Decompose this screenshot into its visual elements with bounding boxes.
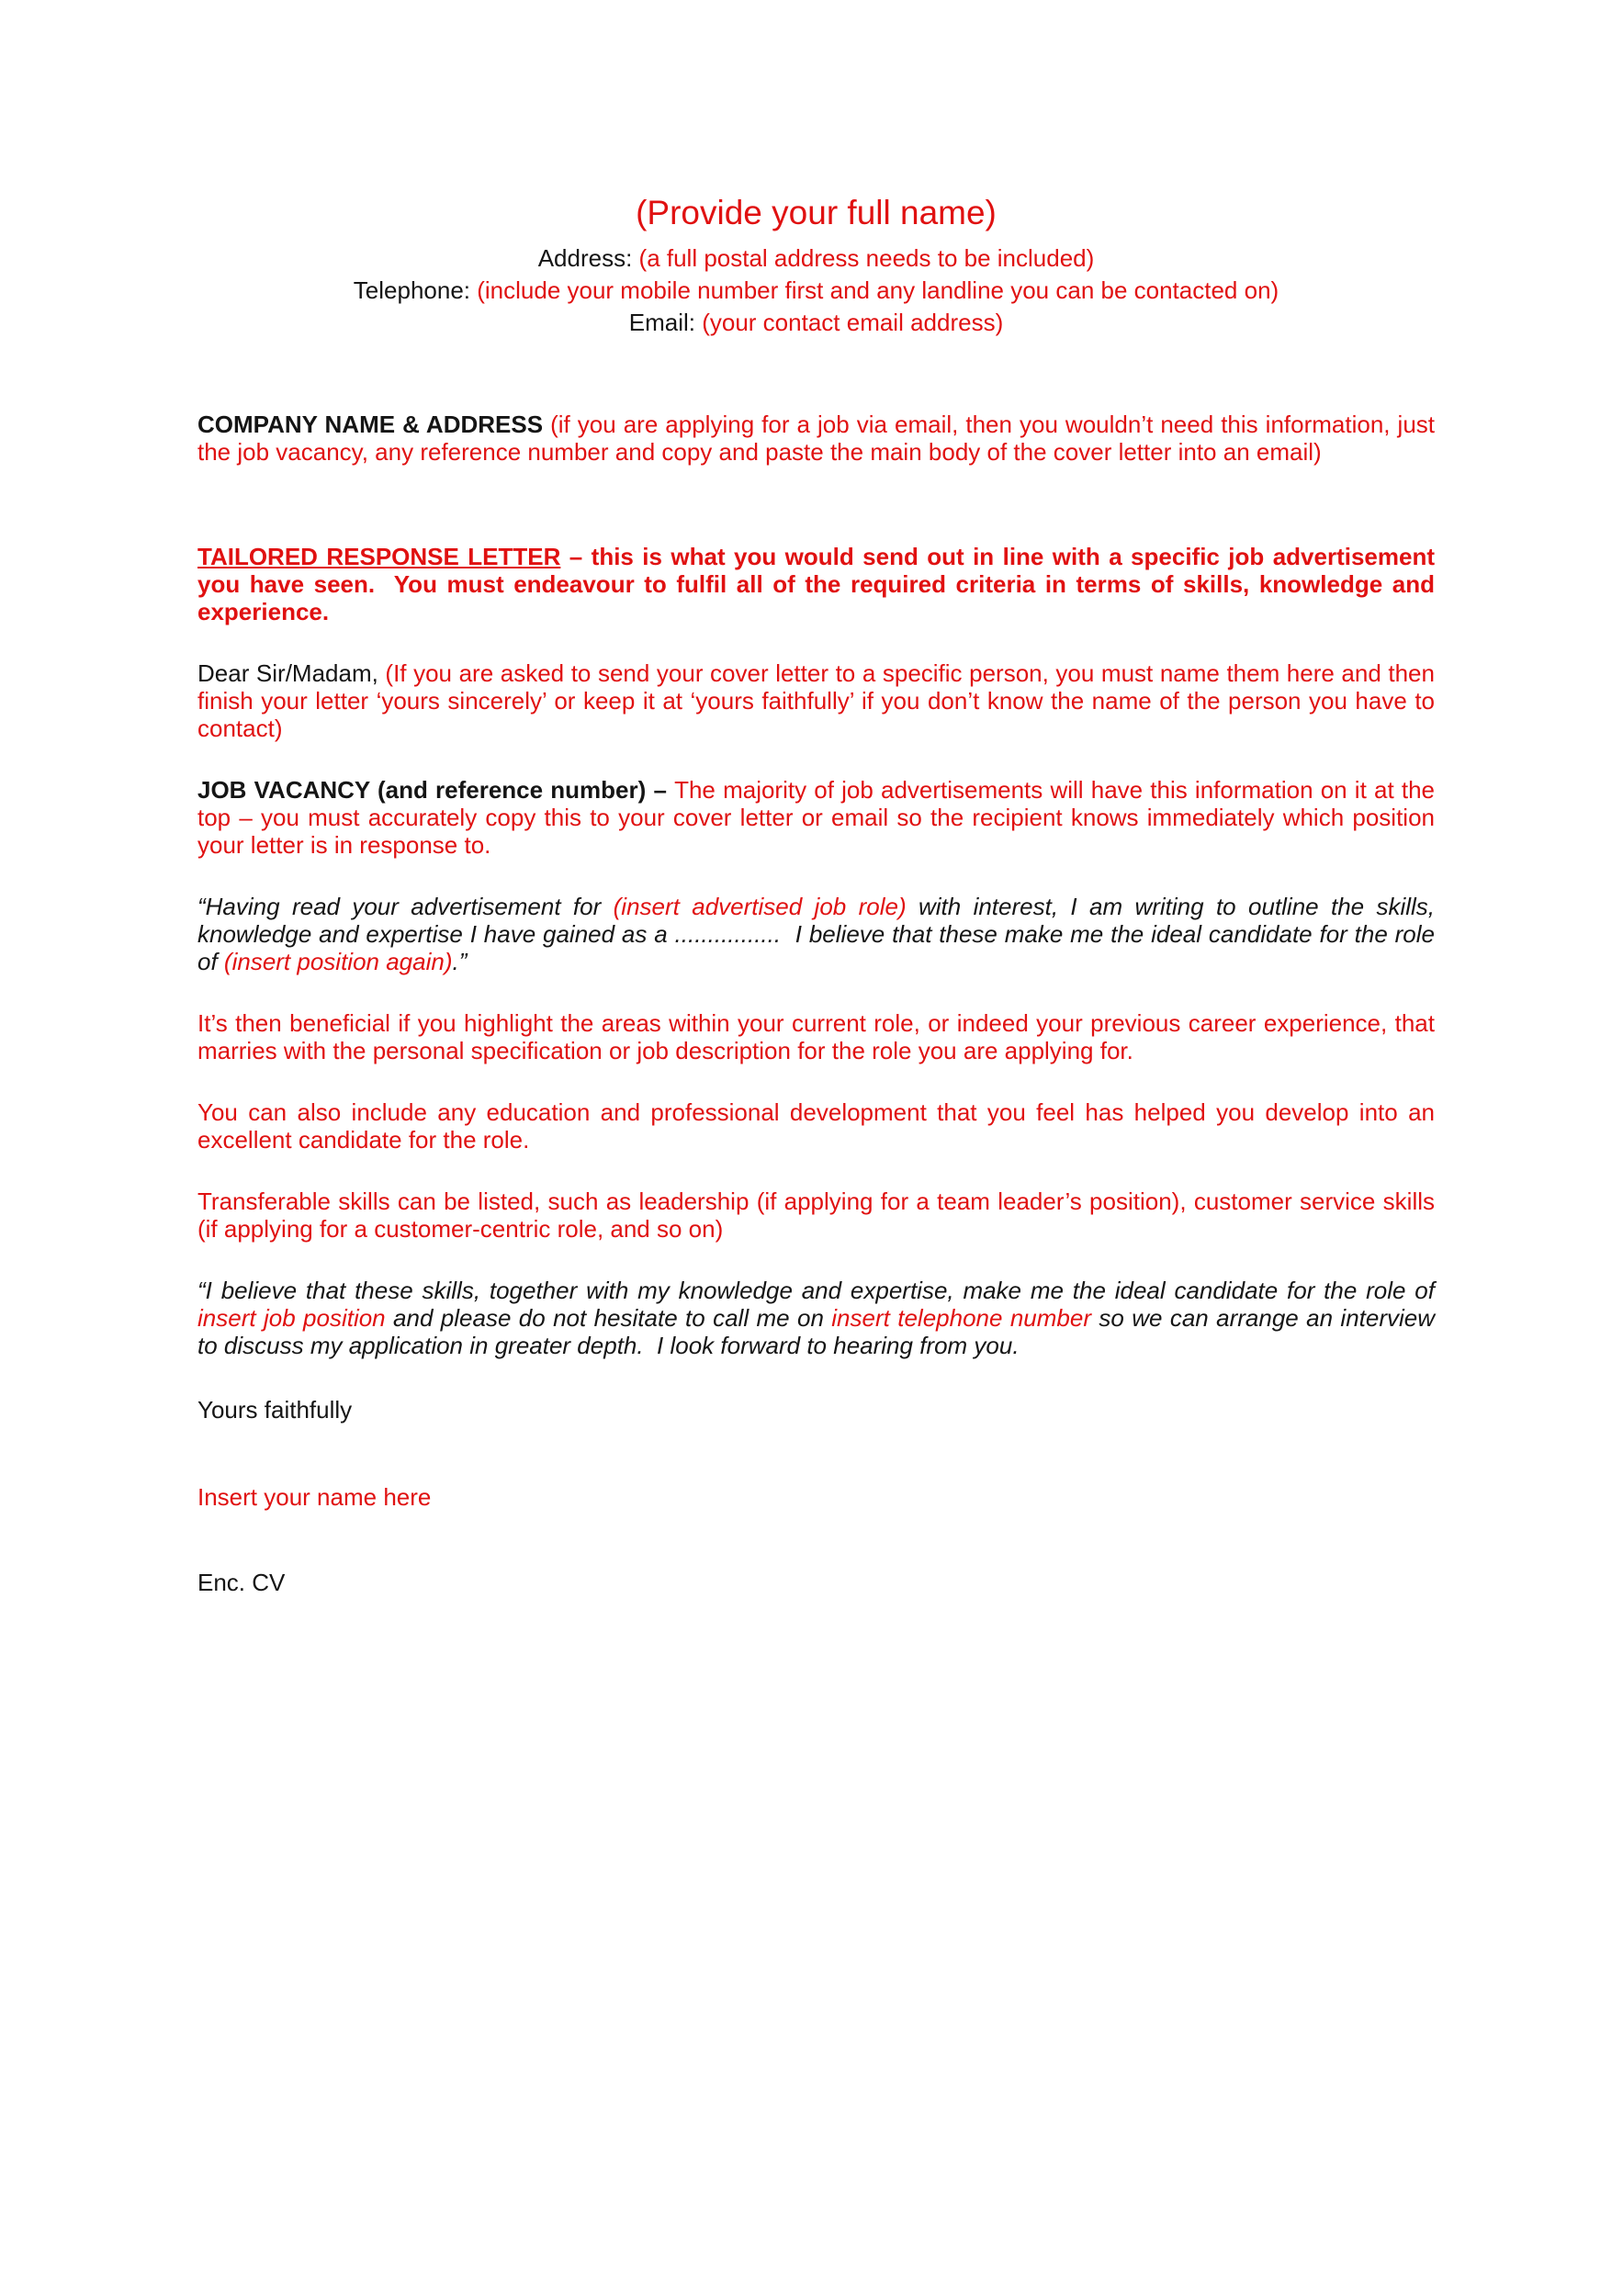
salutation-note: (If you are asked to send your cover letter to a specific person, you must name them here and then finish your letter ‘yours sincerely’ or keep it at ‘yours faithfully’ if you don’t know the name of the person you have to contact) (197, 659, 1435, 742)
telephone-placeholder: (include your mobile number first and any landline you can be contacted on) (477, 276, 1279, 304)
email-label: Email: (628, 309, 703, 336)
full-name-placeholder: (Provide your full name) (636, 194, 997, 231)
salutation-greeting: Dear Sir/Madam, (197, 659, 386, 687)
insert-advertised-job-role: (insert advertised job role) (613, 893, 907, 920)
job-vacancy-note: The majority of job advertisements will have this information on it at the top – you must accurately copy this to your cover letter or email so the recipient knows immediately which position your letter is in response to. (197, 776, 1435, 859)
opening-quote-part2: with interest, I am writing to outline the skills, knowledge and expertise I have gained as a ................ I believe that these make me the ideal candidate for the role of (197, 893, 1436, 975)
closing-quote-part2: and please do not hesitate to call me on (385, 1304, 832, 1332)
address-placeholder: (a full postal address needs to be included) (638, 244, 1095, 272)
paragraph-tailored-response (197, 543, 1435, 625)
paragraph-job-vacancy (197, 776, 1435, 859)
address-label: Address: (537, 244, 639, 272)
insert-telephone-number: insert telephone number (831, 1304, 1091, 1332)
opening-quote-part1: “Having read your advertisement for (197, 893, 614, 920)
paragraph-company-address (197, 411, 1435, 466)
telephone-line (197, 275, 1435, 307)
sign-off: Yours faithfully (197, 1396, 353, 1424)
paragraph-opening-quote (197, 893, 1435, 975)
address-line (197, 242, 1435, 275)
job-vacancy-heading: JOB VACANCY (and reference number) – (197, 776, 675, 804)
tailored-response-note: – this is what you would send out in line with a specific job advertisement you have seen. You must endeavour to fulfil all of the required criteria in terms of skills, knowledge and experience. (197, 543, 1435, 625)
insert-job-position: insert job position (197, 1304, 386, 1332)
letter-header (197, 193, 1435, 339)
company-address-note: (if you are applying for a job via email, then you wouldn’t need this information, just the job vacancy, any reference number and copy and paste the main body of the cover letter into an email) (197, 411, 1435, 466)
opening-quote-part3: .” (452, 948, 468, 975)
closing-quote-part1: “I believe that these skills, together with my knowledge and expertise, make me the ideal candidate for the role of (197, 1277, 1435, 1304)
paragraph-beneficial: It’s then beneficial if you highlight the areas within your current role, or indeed your previous career experience, that marries with the personal specification or job description for the role you are applying for. (197, 1009, 1435, 1064)
paragraph-closing-quote (197, 1277, 1435, 1359)
tailored-response-heading: TAILORED RESPONSE LETTER (197, 543, 561, 570)
email-line (197, 307, 1435, 339)
enclosure-note: Enc. CV (197, 1569, 286, 1596)
telephone-label: Telephone: (353, 276, 478, 304)
signature-name-placeholder: Insert your name here (197, 1483, 432, 1511)
letter-body (197, 411, 1435, 1596)
paragraph-education: You can also include any education and professional development that you feel has helped you develop into an excellent candidate for the role. (197, 1098, 1435, 1154)
company-address-heading: COMPANY NAME & ADDRESS (197, 411, 551, 438)
insert-position-again: (insert position again) (223, 948, 453, 975)
closing-quote-part3: so we can arrange an interview to discuss my application in greater depth. I look forward to hearing from you. (197, 1304, 1436, 1359)
email-placeholder: (your contact email address) (702, 309, 1004, 336)
paragraph-salutation (197, 659, 1435, 742)
paragraph-transferable-skills: Transferable skills can be listed, such as leadership (if applying for a team leader’s position), customer service skills (if applying for a customer-centric role, and so on) (197, 1187, 1435, 1243)
